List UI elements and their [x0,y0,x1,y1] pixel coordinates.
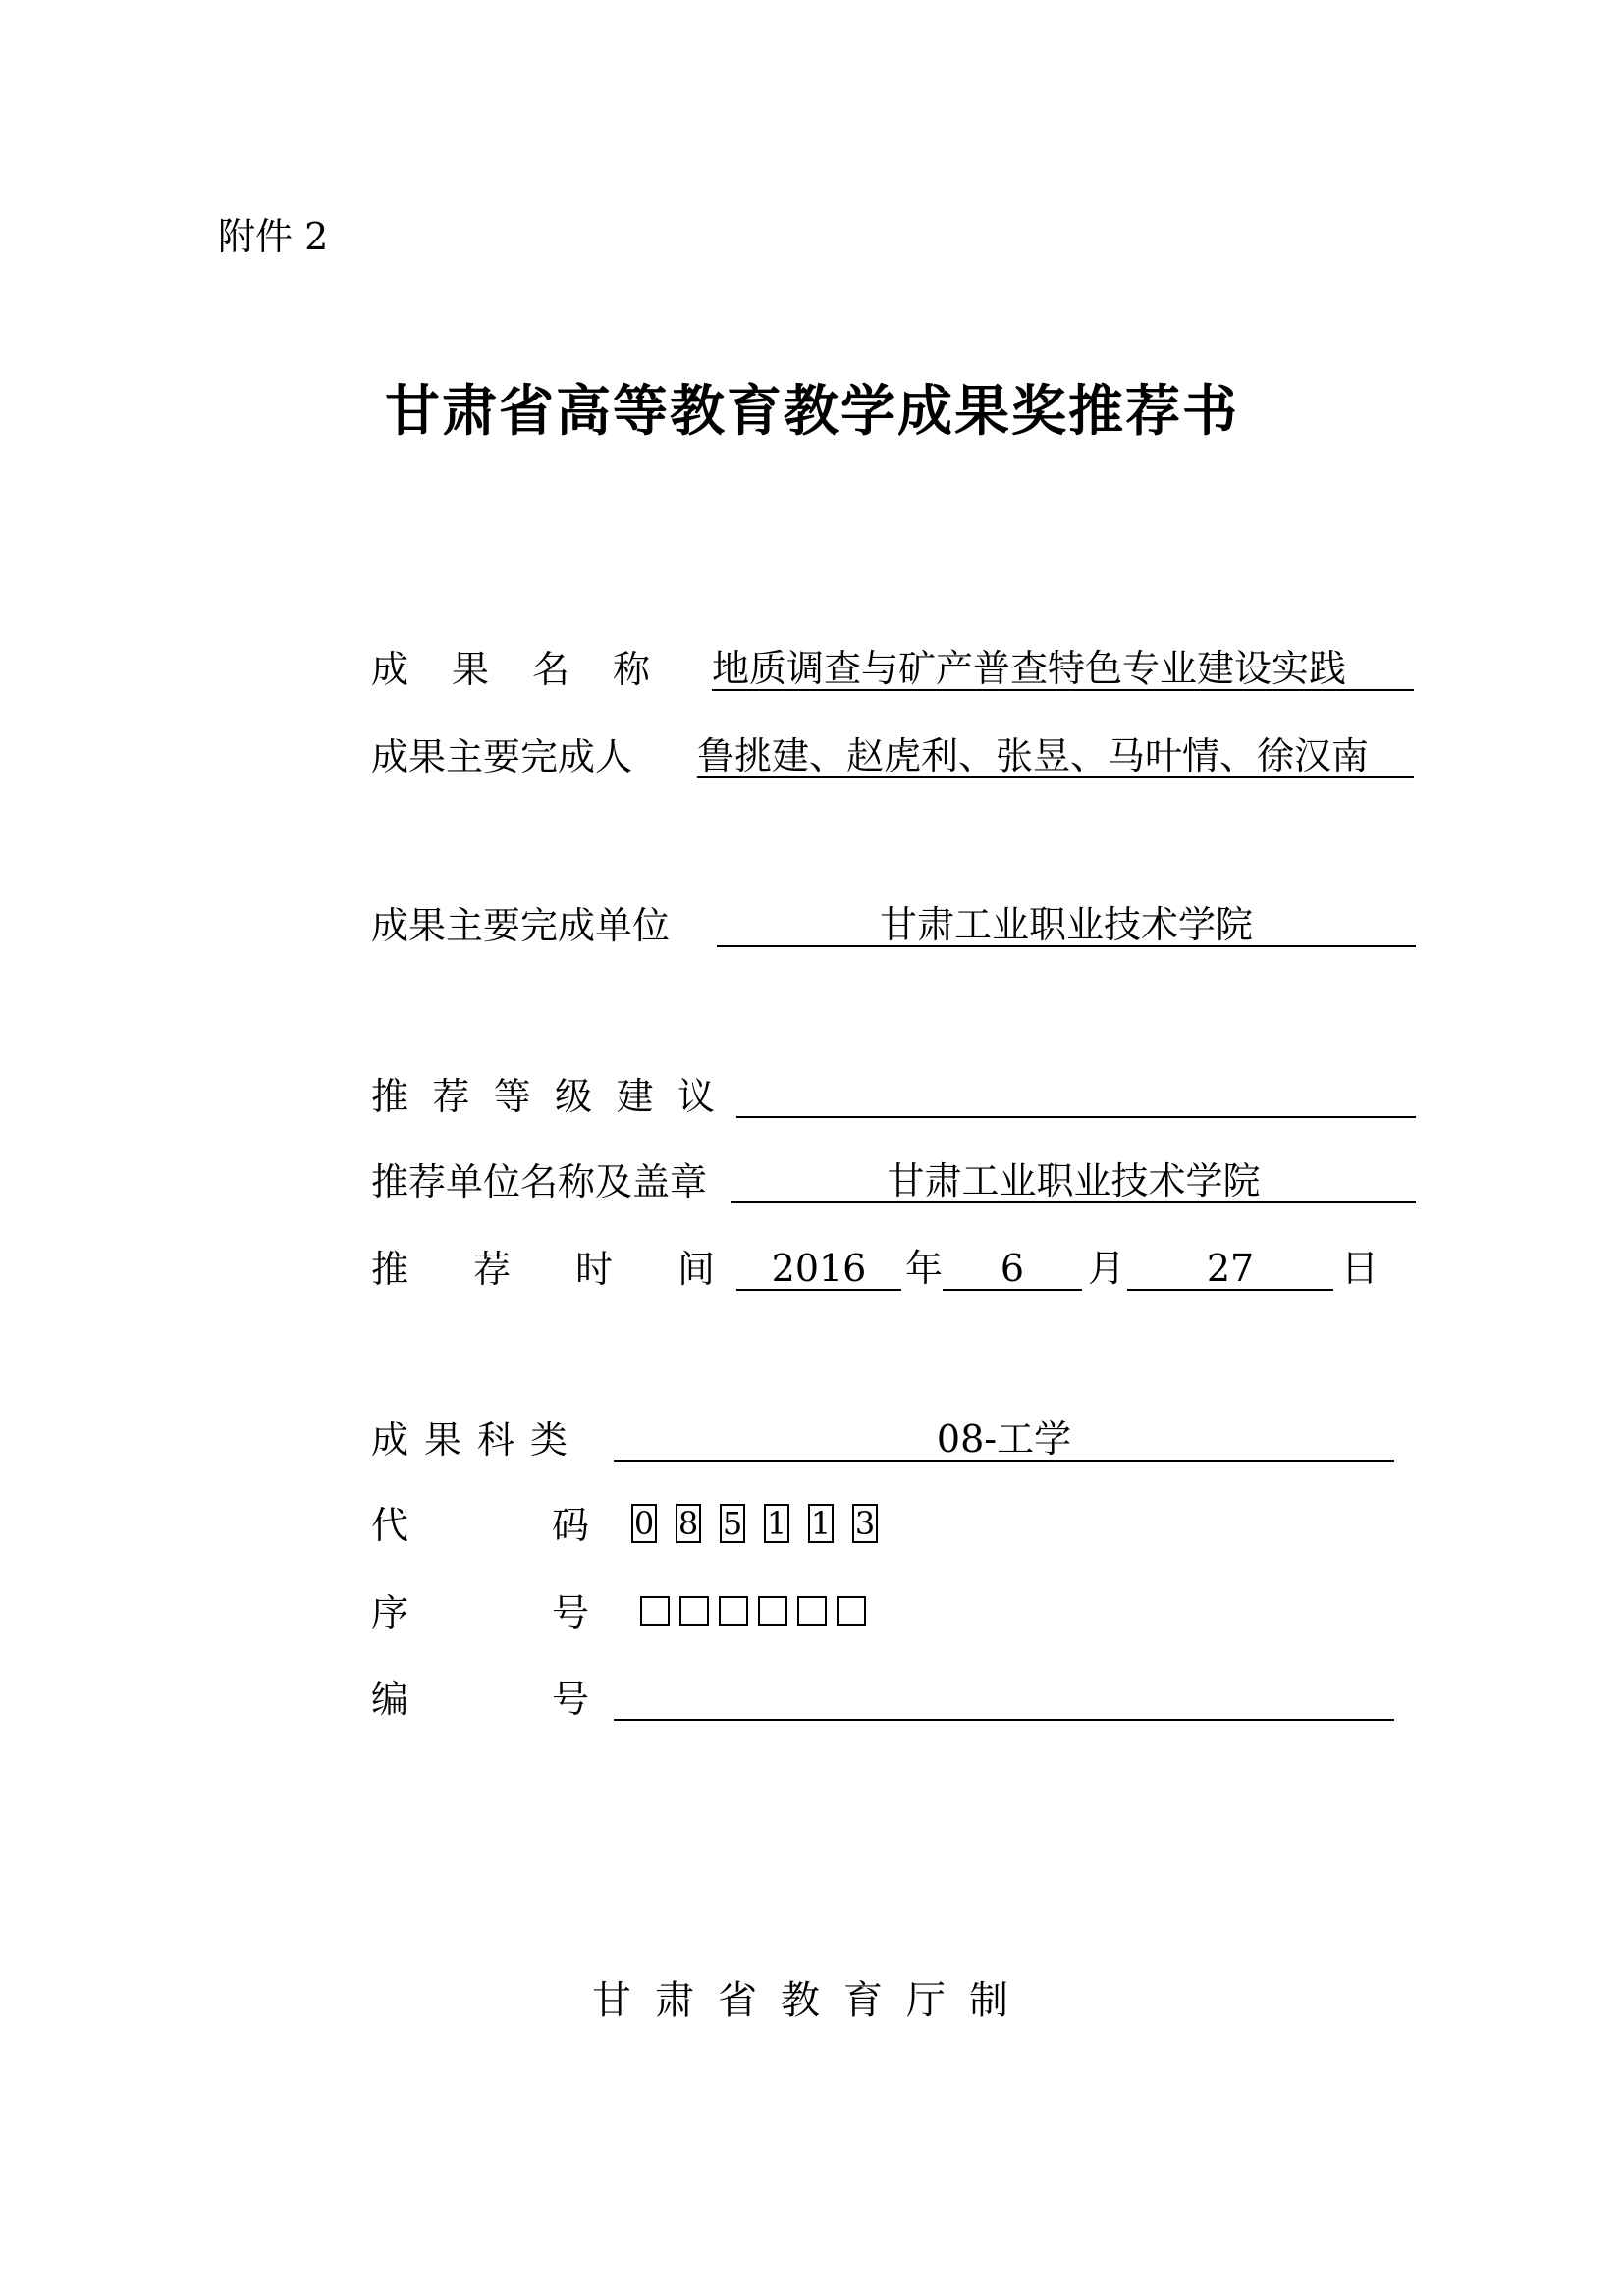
recommend-level-field [736,1075,1416,1118]
day-field: 27 [1127,1248,1333,1291]
number-field [614,1678,1394,1721]
code-digit-box: 0 [631,1504,657,1543]
year-field: 2016 [736,1248,901,1291]
number-label: 编 号 [371,1678,589,1721]
serial-label: 序 号 [371,1591,589,1634]
serial-box [719,1596,748,1626]
main-unit-label: 成果主要完成单位 [371,904,671,947]
day-unit: 日 [1341,1247,1380,1290]
month-unit: 月 [1088,1247,1126,1290]
code-digit-box: 5 [720,1504,745,1543]
main-persons-field: 鲁挑建、赵虎利、张昱、马叶情、徐汉南 [697,735,1414,778]
code-digit-box: 1 [808,1504,834,1543]
code-digit-box: 1 [764,1504,789,1543]
main-persons-label: 成果主要完成人 [371,735,633,778]
category-field: 08-工学 [614,1418,1394,1462]
recommender-field: 甘肃工业职业技术学院 [731,1160,1416,1203]
recommend-time-label: 推 荐 时 间 [371,1248,715,1291]
code-digit-box: 8 [676,1504,701,1543]
achievement-name-field: 地质调查与矿产普查特色专业建设实践 [712,648,1414,691]
code-label: 代 码 [371,1504,589,1547]
main-unit-field: 甘肃工业职业技术学院 [717,904,1416,947]
serial-box [758,1596,787,1626]
achievement-name-label: 成 果 名 称 [371,648,650,691]
year-unit: 年 [905,1247,944,1290]
recommender-label: 推荐单位名称及盖章 [371,1160,708,1203]
page-title: 甘肃省高等教育教学成果奖推荐书 [385,380,1239,444]
category-label: 成 果 科 类 [371,1418,568,1462]
recommend-level-label: 推 荐 等 级 建 议 [371,1075,715,1118]
code-digit-box: 3 [852,1504,878,1543]
serial-box [679,1596,709,1626]
serial-box [837,1596,866,1626]
annex-label: 附件 2 [218,215,329,258]
serial-box [797,1596,827,1626]
serial-box [640,1596,670,1626]
issuer-footer: 甘肃省教育厅制 [592,1978,1032,2023]
month-field: 6 [943,1248,1082,1291]
